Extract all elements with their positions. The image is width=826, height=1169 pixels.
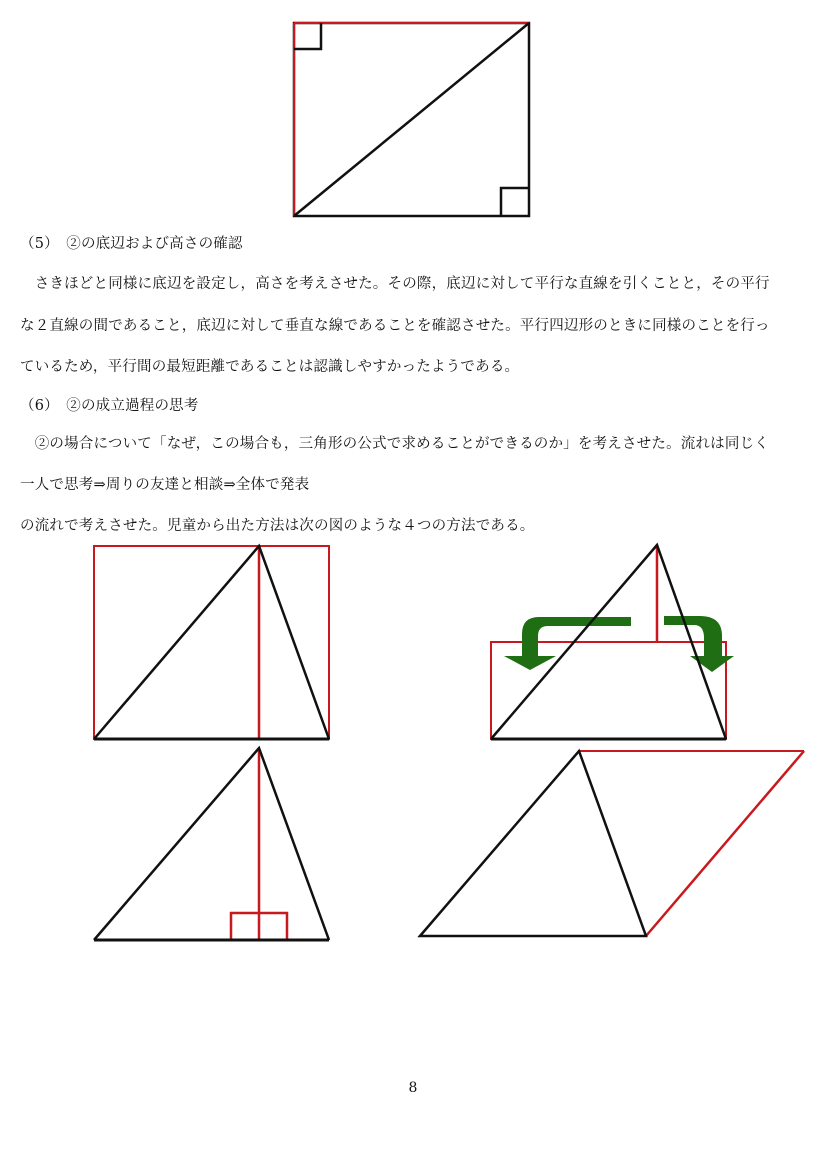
triangle-outline: [94, 748, 329, 940]
section5-line-2: な２直線の間であること，底辺に対して垂直な線であることを確認させた。平行四辺形のときに同様のことを行っ: [20, 318, 770, 334]
section5-heading: （5） ②の底辺および高さの確認: [20, 236, 243, 252]
section5-line-1: さきほどと同様に底辺を設定し，高さを考えさせた。その際，底辺に対して平行な直線を引くことと，その平行: [20, 276, 770, 292]
rotate-arrow-left-icon: [504, 617, 631, 670]
parallelogram-right-edge: [646, 751, 804, 936]
section6-line-3: の流れで考えさせた。児童から出た方法は次の図のような４つの方法である。: [20, 518, 535, 534]
triangle-outline: [94, 546, 329, 739]
section5-line-3: ているため，平行間の最短距離であることは認識しやすかったようである。: [20, 359, 520, 375]
method4-parallelogram-figure: [416, 745, 808, 942]
method1-rectangle-enclosure-figure: [90, 543, 335, 743]
method3-height-figure: [90, 745, 335, 945]
method2-cut-and-rotate-figure: [486, 540, 736, 745]
page-number: 8: [408, 1080, 418, 1096]
section6-line-2: 一人で思考⇒周りの友達と相談⇒全体で発表: [20, 477, 310, 493]
section6-line-1: ②の場合について「なぜ，この場合も，三角形の公式で求めることができるのか」を考えさせた。流れは同じく: [20, 436, 769, 452]
diagonal-line: [294, 23, 529, 216]
section6-heading: （6） ②の成立過程の思考: [20, 398, 199, 414]
rectangle-diagonal-figure: [292, 20, 532, 220]
right-angle-mark-bottom-right: [501, 188, 529, 216]
right-angle-mark-top-left: [294, 23, 321, 49]
triangle-outline: [420, 751, 646, 936]
